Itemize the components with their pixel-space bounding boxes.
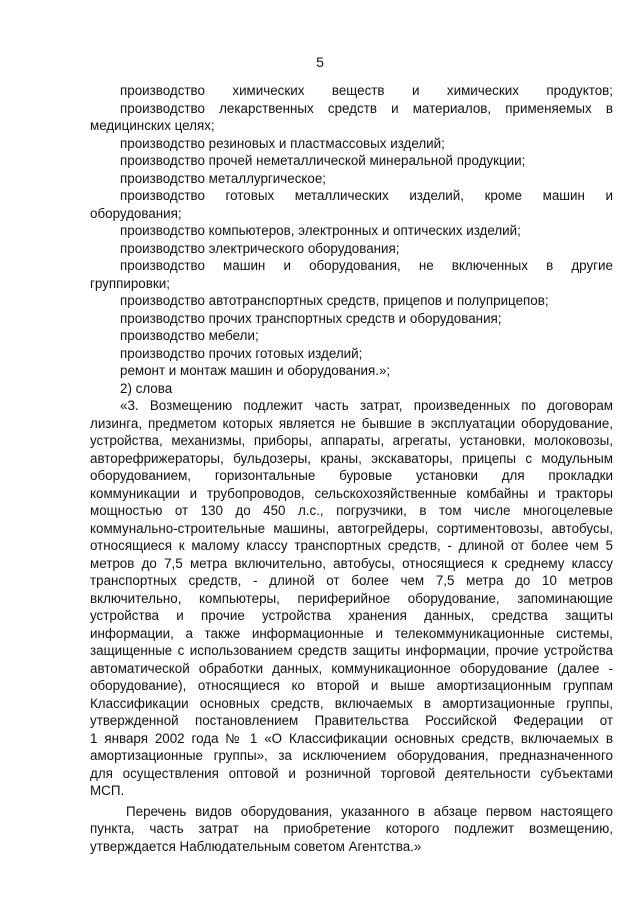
text-line: транспортных средств, - длиной от более чем 7,5 метра до 10 метров (90, 573, 613, 588)
text-line: устройства, механизмы, приборы, аппараты, агрегаты, установки, молоковозы, (90, 433, 613, 448)
page-number: 5 (316, 54, 324, 70)
paragraph-equipment-list (90, 803, 613, 856)
text-line: производство электрического оборудования; (120, 240, 400, 256)
text-line: производство прочей неметаллической минеральной продукции; (120, 153, 526, 168)
text-line: включительно, компьютеры, периферийное оборудование, запоминающие (90, 590, 613, 606)
text-line: производство компьютеров, электронных и оптических изделий; (120, 223, 521, 238)
text-line: производство химических веществ и химических продуктов; (120, 83, 613, 98)
text-line: лизинга, предметом которых является не бывшие в эксплуатации оборудование, (90, 415, 613, 431)
text-line: производство прочих транспортных средств и оборудования; (120, 310, 502, 326)
text-line: для осуществления оптовой и розничной торговой деятельности субъектами (90, 765, 613, 781)
text-line: устройства и прочие устройства хранения данных, средства защиты (90, 608, 613, 623)
document-body (90, 82, 613, 855)
text-line: МСП. (90, 783, 125, 798)
text-line: относящиеся к малому классу транспортных средств, - длиной от более чем 5 (90, 538, 613, 553)
industry-list (90, 82, 613, 397)
text-line: информации, а также информационные и телекоммуникационные системы, (90, 625, 613, 641)
text-line: оборудованием, горизонтальные буровые установки для прокладки (90, 468, 613, 483)
text-line: защищенные с использованием средств защиты информации, прочие устройства (90, 643, 613, 658)
text-line: утверждается Наблюдательным советом Агентства.» (90, 838, 422, 854)
text-line: оборудование), относящиеся ко второй и выше амортизационным группам (90, 678, 613, 693)
text-line: Классификации основных средств, включаемых в амортизационные группы, (90, 695, 613, 711)
text-line: метров до 7,5 метра включительно, автобусы, относящиеся к среднему классу (90, 555, 613, 571)
text-line: 1 января 2002 года № 1 «О Классификации основных средств, включаемых в (90, 730, 613, 746)
text-line: производство прочих готовых изделий; (120, 345, 363, 361)
text-line: производство резиновых и пластмассовых изделий; (120, 135, 445, 151)
text-line: Перечень видов оборудования, указанного в абзаце первом настоящего (126, 803, 613, 819)
text-line: производство автотранспортных средств, прицепов и полуприцепов; (120, 293, 549, 308)
text-line: производство готовых металлических изделий, кроме машин и (120, 188, 613, 203)
text-line: оборудования; (90, 205, 182, 221)
text-line: авторефрижераторы, бульдозеры, краны, экскаваторы, прицепы с модульным (90, 450, 613, 466)
text-line: коммуникации и трубопроводов, сельскохозяйственные комбайны и тракторы (90, 485, 613, 501)
text-line: 2) слова (120, 380, 173, 396)
text-line: коммунально-строительные машины, автогрейдеры, сортиментовозы, автобусы, (90, 520, 613, 536)
text-line: утвержденной постановлением Правительства Российской Федерации от (90, 713, 613, 728)
text-line: производство мебели; (120, 328, 259, 343)
text-line: производство металлургическое; (120, 170, 327, 186)
text-line: производство лекарственных средств и материалов, применяемых в (120, 100, 613, 116)
text-line: «3. Возмещению подлежит часть затрат, произведенных по договорам (120, 398, 613, 413)
text-line: пункта, часть затрат на приобретение которого подлежит возмещению, (90, 821, 613, 836)
text-line: амортизационные группы», за исключением оборудования, предназначенного (90, 748, 613, 763)
paragraph-point-3 (90, 397, 613, 800)
text-line: медицинских целях; (90, 118, 215, 133)
text-line: группировки; (90, 275, 170, 291)
text-line: производство машин и оборудования, не включенных в другие (120, 258, 613, 273)
text-line: мощностью от 130 до 450 л.с., погрузчики, в том числе многоцелевые (90, 503, 613, 518)
text-line: автоматической обработки данных, коммуникационное оборудование (далее - (90, 660, 613, 676)
text-line: ремонт и монтаж машин и оборудования.»; (120, 363, 391, 378)
